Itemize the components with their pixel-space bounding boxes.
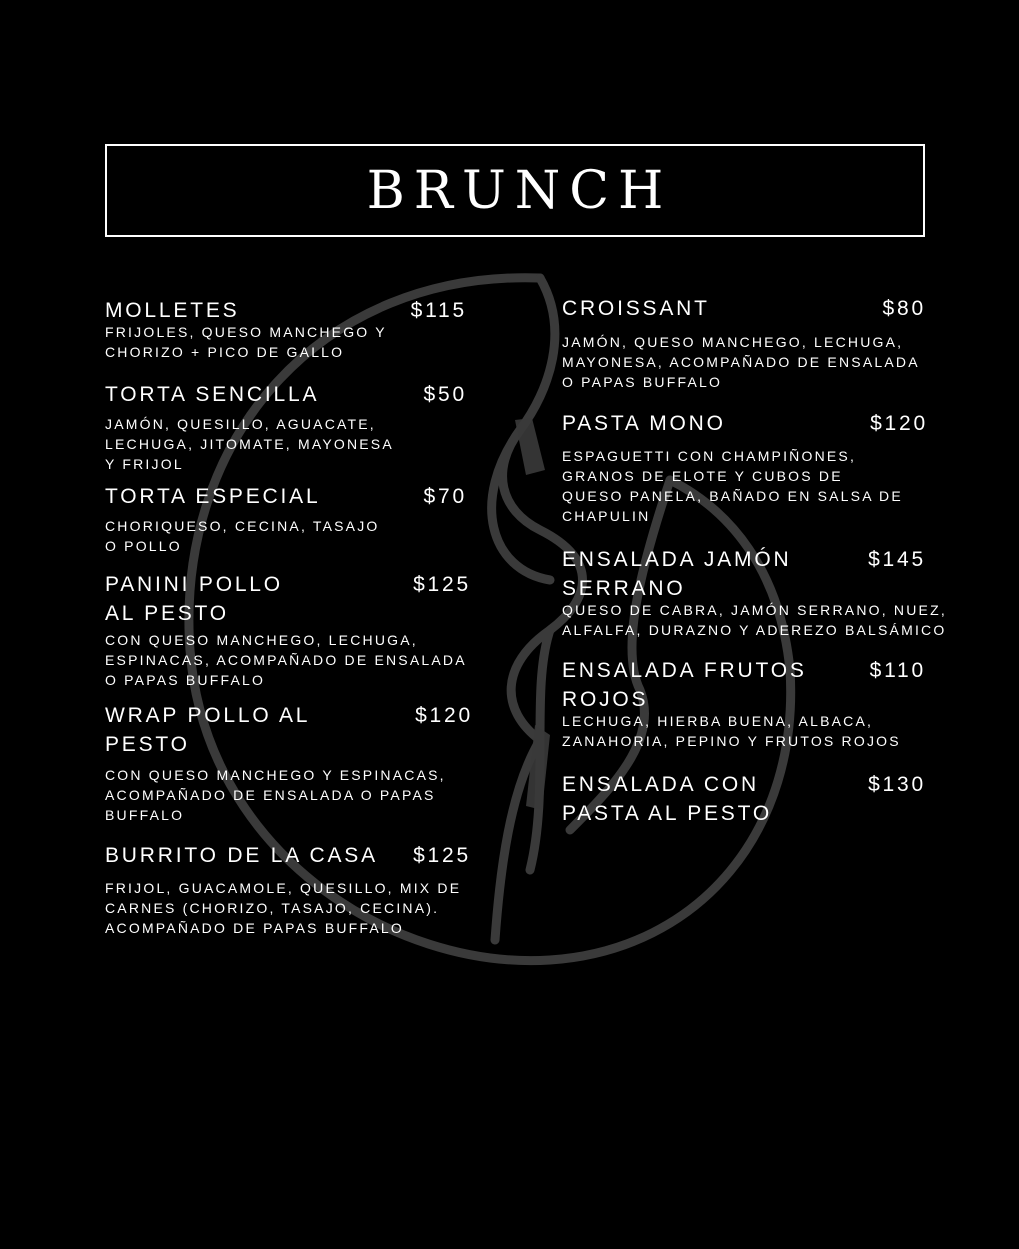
menu-item-burrito (105, 841, 471, 938)
item-description: FRIJOL, GUACAMOLE, QUESILLO, MIX DE CARNES (CHORIZO, TASAJO, CECINA). ACOMPAÑADO DE PAPAS BUFFALO (105, 880, 462, 936)
item-row (562, 409, 928, 438)
menu-title: BRUNCH (366, 160, 673, 221)
item-row (562, 656, 926, 714)
item-name: MOLLETES (105, 299, 240, 322)
menu-item-torta-sencilla (105, 380, 467, 474)
item-price: $130 (868, 773, 926, 796)
item-row (105, 380, 467, 409)
item-price: $70 (423, 485, 467, 508)
item-description: CON QUESO MANCHEGO, LECHUGA, ESPINACAS, ACOMPAÑADO DE ENSALADA O PAPAS BUFFALO (105, 632, 466, 688)
item-name: PASTA MONO (562, 412, 726, 435)
item-description: ESPAGUETTI CON CHAMPIÑONES, GRANOS DE ELOTE Y CUBOS DE QUESO PANELA, BAÑADO EN SALSA DE CHAPULIN (562, 448, 903, 524)
menu-item-panini-pollo (105, 570, 471, 690)
item-price: $110 (869, 659, 926, 682)
item-name: TORTA SENCILLA (105, 383, 320, 406)
item-row (105, 701, 471, 759)
item-price: $125 (413, 573, 471, 596)
item-description: QUESO DE CABRA, JAMÓN SERRANO, NUEZ, ALFALFA, DURAZNO Y ADEREZO BALSÁMICO (562, 602, 947, 638)
menu-item-croissant (562, 294, 926, 392)
menu-item-torta-especial (105, 482, 467, 556)
item-name: ENSALADA JAMÓN SERRANO (562, 548, 792, 600)
item-description: JAMÓN, QUESO MANCHEGO, LECHUGA, MAYONESA, ACOMPAÑADO DE ENSALADA O PAPAS BUFFALO (562, 334, 919, 390)
item-price: $145 (868, 548, 926, 571)
item-row (105, 841, 471, 870)
item-name: CROISSANT (562, 297, 710, 320)
item-price: $80 (882, 297, 926, 320)
item-price: $125 (413, 844, 471, 867)
item-name: ENSALADA CON PASTA AL PESTO (562, 773, 772, 825)
item-price: $50 (423, 383, 467, 406)
item-row (562, 545, 926, 603)
item-row (105, 570, 471, 628)
item-name: BURRITO DE LA CASA (105, 844, 378, 867)
menu-item-ensalada-pasta (562, 770, 926, 828)
item-name: PANINI POLLO AL PESTO (105, 573, 283, 625)
item-price: $115 (410, 299, 467, 322)
item-description: FRIJOLES, QUESO MANCHEGO Y CHORIZO + PICO DE GALLO (105, 324, 387, 360)
menu-item-pasta-mono (562, 409, 928, 526)
menu-item-molletes (105, 296, 467, 362)
item-description: LECHUGA, HIERBA BUENA, ALBACA, ZANAHORIA, PEPINO Y FRUTOS ROJOS (562, 713, 901, 749)
item-name: WRAP POLLO AL PESTO (105, 704, 310, 756)
title-box (105, 144, 925, 237)
menu-item-wrap-pollo (105, 701, 471, 825)
menu-item-ensalada-jamon (562, 545, 947, 640)
item-name: ENSALADA FRUTOS ROJOS (562, 659, 807, 711)
item-description: CHORIQUESO, CECINA, TASAJO O POLLO (105, 518, 380, 554)
item-row (562, 770, 926, 828)
item-price: $120 (870, 412, 928, 435)
item-description: CON QUESO MANCHEGO Y ESPINACAS, ACOMPAÑADO DE ENSALADA O PAPAS BUFFALO (105, 767, 446, 823)
item-row (105, 482, 467, 511)
item-row (562, 294, 926, 323)
item-row (105, 296, 467, 325)
item-name: TORTA ESPECIAL (105, 485, 321, 508)
menu-item-ensalada-frutos (562, 656, 926, 751)
item-description: JAMÓN, QUESILLO, AGUACATE, LECHUGA, JITOMATE, MAYONESA Y FRIJOL (105, 416, 394, 472)
item-price: $120 (415, 704, 473, 727)
